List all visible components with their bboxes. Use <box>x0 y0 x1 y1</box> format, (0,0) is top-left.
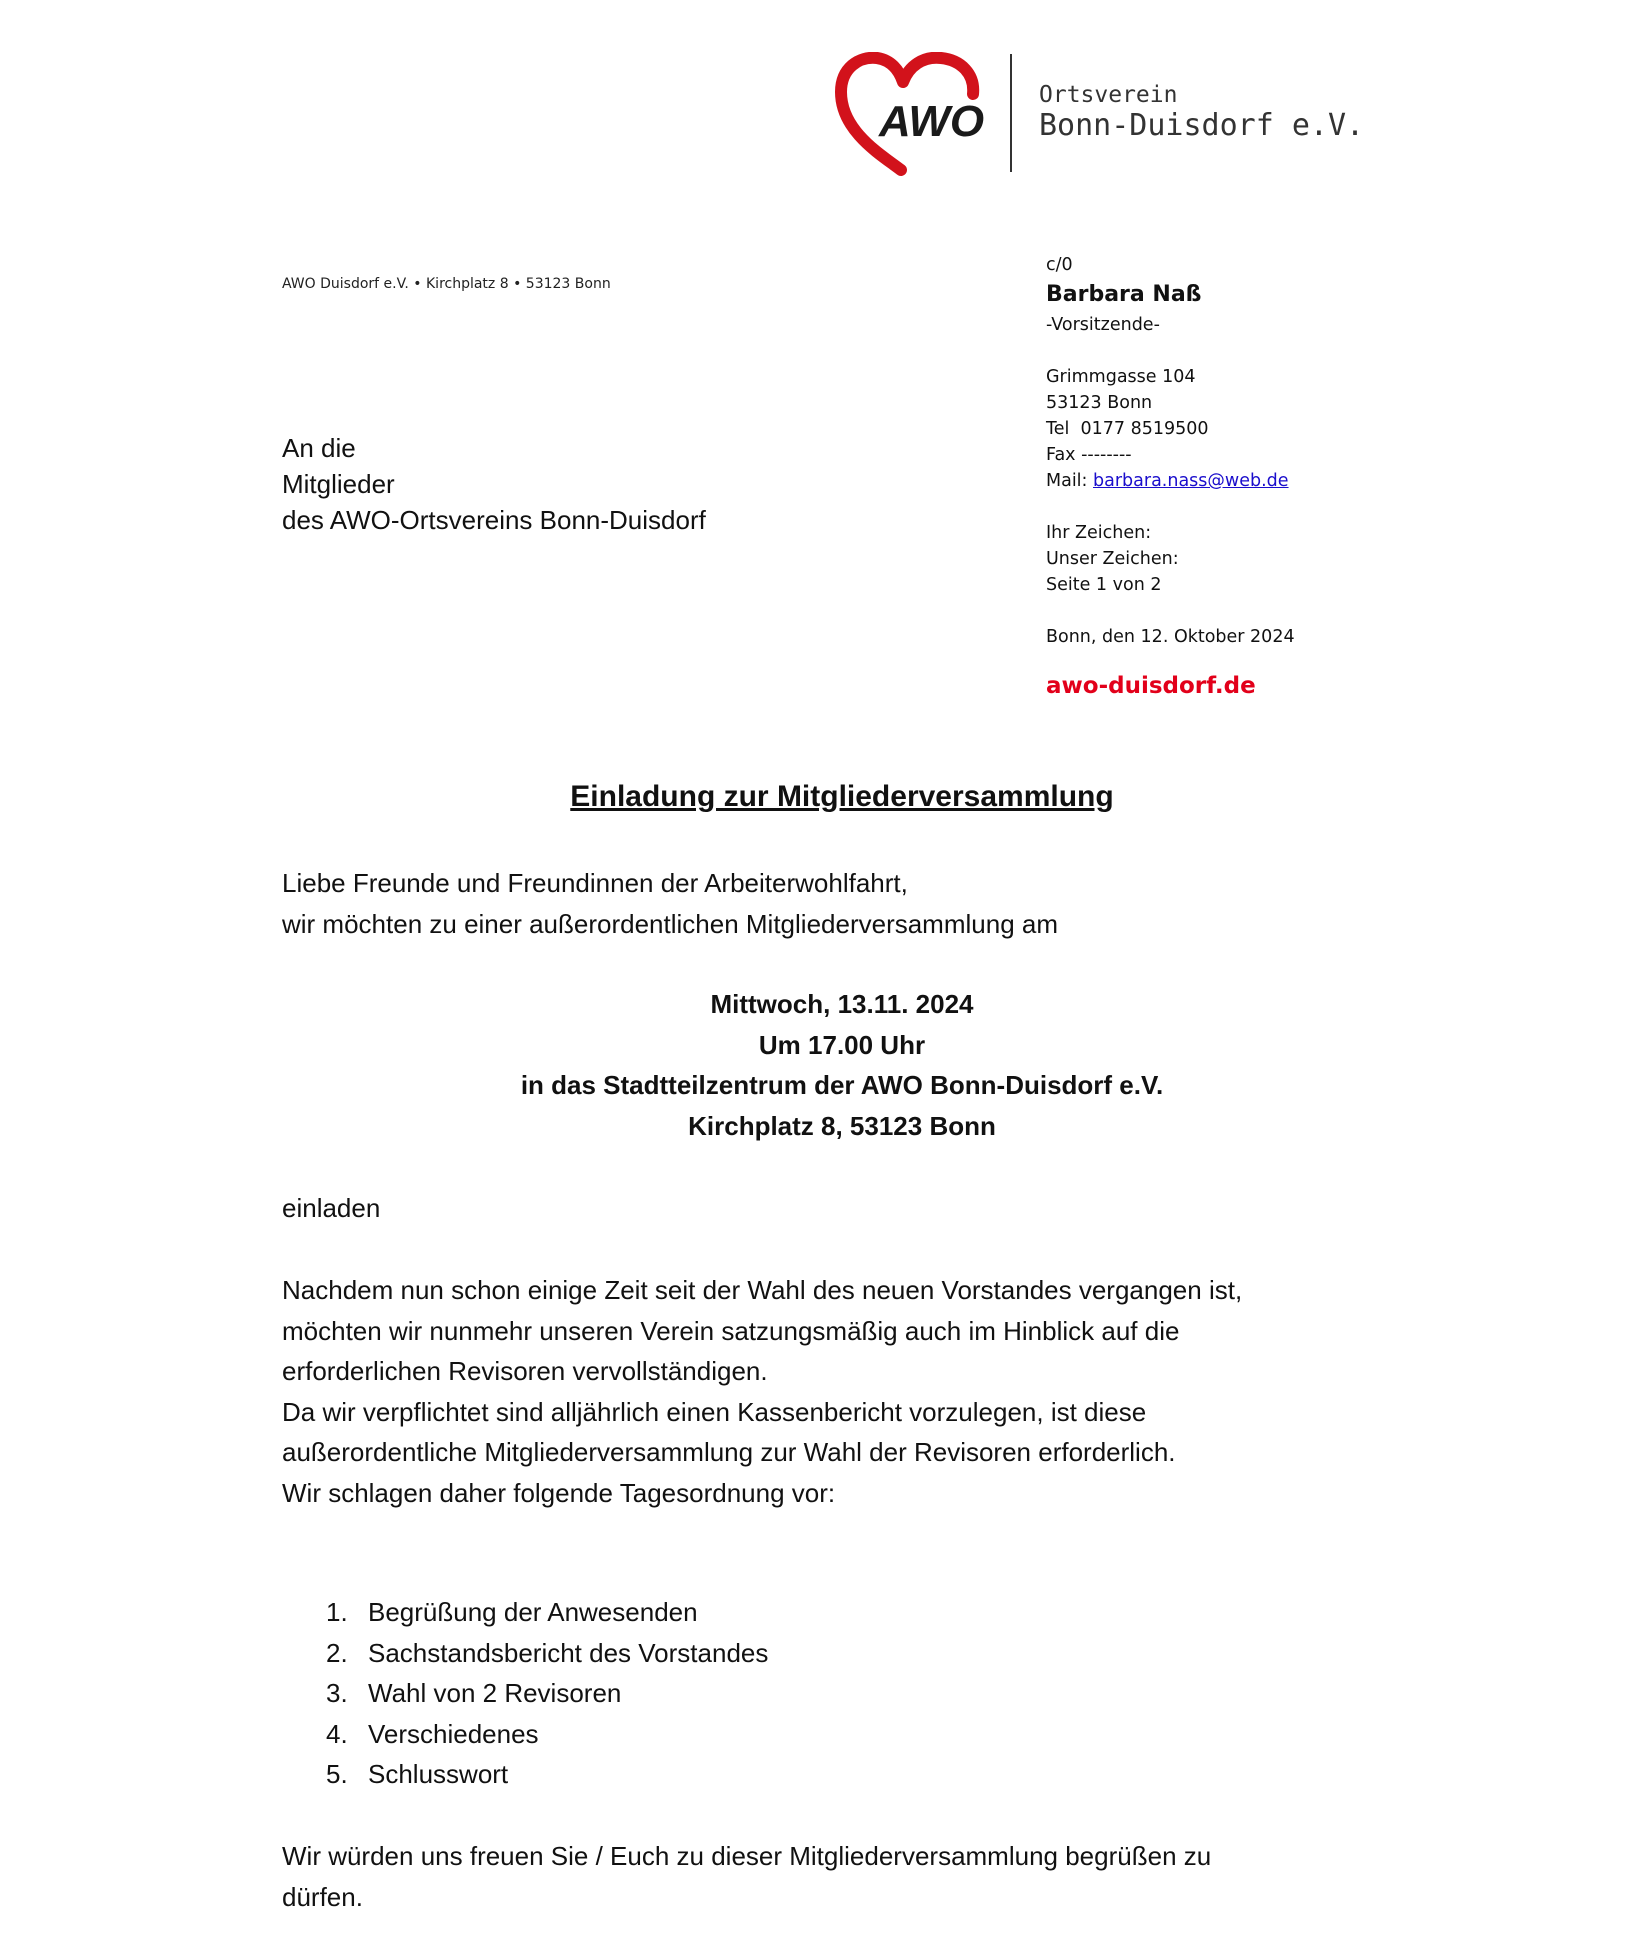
contact-fax: Fax -------- <box>1046 445 1132 465</box>
agenda-number: 3. <box>326 1678 348 1708</box>
contact-info-block <box>1046 252 1606 702</box>
recipient-line-3: des AWO-Ortsvereins Bonn-Duisdorf <box>282 505 706 535</box>
recipient-line-1: An die <box>282 433 356 463</box>
para-line-3: erforderlichen Revisoren vervollständigen. <box>282 1356 768 1386</box>
contact-mail-link[interactable]: barbara.nass@web.de <box>1093 471 1289 491</box>
contact-mail-label: Mail: <box>1046 471 1094 491</box>
agenda-text: Verschiedenes <box>368 1718 539 1749</box>
contact-role: -Vorsitzende- <box>1046 315 1160 335</box>
invite-text: einladen <box>282 1193 381 1223</box>
event-time: Um 17.00 Uhr <box>758 1029 926 1060</box>
event-address: Kirchplatz 8, 53123 Bonn <box>688 1110 996 1141</box>
unser-zeichen: Unser Zeichen: <box>1046 549 1179 569</box>
closing-line-1: Wir würden uns freuen Sie / Euch zu dieser Mitgliederversammlung begrüßen zu <box>282 1841 1212 1871</box>
greeting-line-2: wir möchten zu einer außerordentlichen Mitgliederversammlung am <box>282 908 1059 939</box>
para-line-1: Nachdem nun schon einige Zeit seit der Wahl des neuen Vorstandes vergangen ist, <box>282 1275 1243 1305</box>
logo-line-ortsverein: Ortsverein <box>1039 82 1178 108</box>
greeting <box>282 863 1482 944</box>
agenda-item <box>326 1714 768 1755</box>
logo-divider <box>1010 54 1012 172</box>
agenda-text: Schlusswort <box>368 1759 509 1789</box>
heart-logo-icon <box>835 52 995 177</box>
agenda-list <box>326 1592 768 1795</box>
recipient-line-2: Mitglieder <box>282 469 395 499</box>
contact-name: Barbara Naß <box>1046 282 1202 307</box>
agenda-item <box>326 1592 768 1633</box>
agenda-text: Wahl von 2 Revisoren <box>368 1678 622 1708</box>
agenda-number: 5. <box>326 1759 348 1789</box>
para-line-6: Wir schlagen daher folgende Tagesordnung vor: <box>282 1477 836 1508</box>
contact-tel: Tel 0177 8519500 <box>1046 419 1209 439</box>
website-link[interactable]: awo-duisdorf.de <box>1046 673 1256 699</box>
contact-city: 53123 Bonn <box>1046 393 1153 413</box>
event-place: in das Stadtteilzentrum der AWO Bonn-Duisdorf e.V. <box>520 1070 1164 1100</box>
closing-paragraph <box>282 1836 1482 1917</box>
agenda-item <box>326 1633 768 1674</box>
agenda-number: 2. <box>326 1637 348 1668</box>
ihr-zeichen: Ihr Zeichen: <box>1046 523 1152 543</box>
agenda-item <box>326 1673 768 1714</box>
sender-address-line: AWO Duisdorf e.V. • Kirchplatz 8 • 53123 Bonn <box>282 276 611 292</box>
logo-line-name: Bonn-Duisdorf e.V. <box>1039 108 1365 143</box>
agenda-text: Sachstandsbericht des Vorstandes <box>368 1637 769 1668</box>
contact-mail-row <box>1046 468 1606 494</box>
contact-street: Grimmgasse 104 <box>1046 367 1196 387</box>
event-details <box>0 984 1652 1146</box>
para-line-2: möchten wir nunmehr unseren Verein satzungsmäßig auch im Hinblick auf die <box>282 1315 1180 1346</box>
recipient-block <box>282 430 706 538</box>
page-number: Seite 1 von 2 <box>1046 575 1162 595</box>
greeting-line-1: Liebe Freunde und Freundinnen der Arbeiterwohlfahrt, <box>282 868 908 898</box>
event-day: Mittwoch, 13.11. 2024 <box>710 989 974 1019</box>
agenda-number: 1. <box>326 1597 348 1627</box>
body-paragraph <box>282 1270 1482 1513</box>
para-line-5: außerordentliche Mitgliederversammlung zur Wahl der Revisoren erforderlich. <box>282 1437 1176 1467</box>
agenda-number: 4. <box>326 1718 348 1749</box>
letter-date: Bonn, den 12. Oktober 2024 <box>1046 627 1295 647</box>
letter-title: Einladung zur Mitgliederversammlung <box>570 780 1114 813</box>
contact-co: c/0 <box>1046 255 1073 275</box>
logo-brand-text: AWO <box>879 97 985 146</box>
para-line-4: Da wir verpflichtet sind alljährlich einen Kassenbericht vorzulegen, ist diese <box>282 1396 1147 1427</box>
agenda-item <box>326 1754 768 1795</box>
closing-line-2: dürfen. <box>282 1881 363 1912</box>
awo-logo <box>835 52 1365 182</box>
agenda-text: Begrüßung der Anwesenden <box>368 1597 698 1627</box>
